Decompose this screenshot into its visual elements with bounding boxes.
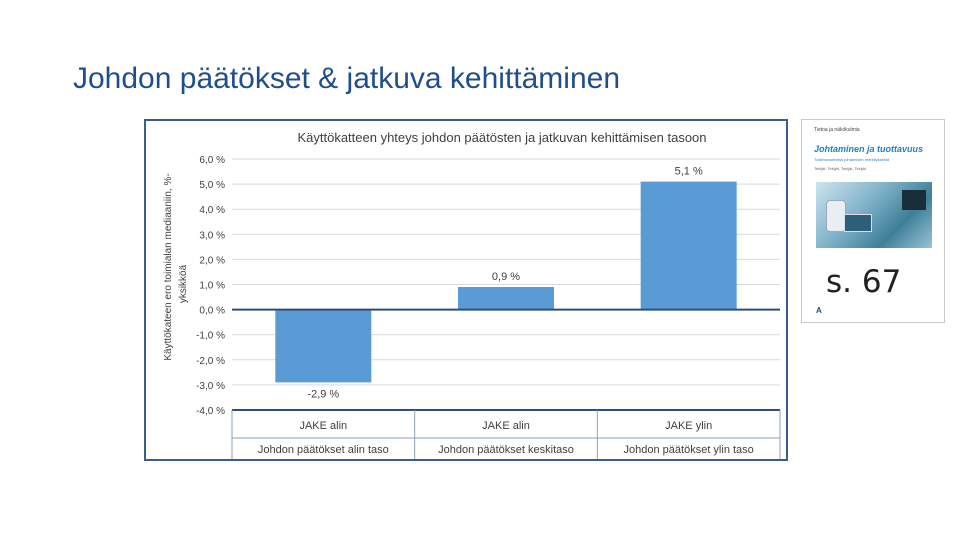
book-subtitle: Tutkimusselvitys johtamisen merkityksestä <box>814 157 890 162</box>
bar <box>641 182 737 310</box>
data-label: 0,9 % <box>491 271 521 284</box>
data-label: 5,1 % <box>674 165 703 178</box>
y-tick-label: 0,0 % <box>199 305 225 317</box>
y-axis-label: Käyttökateen ero toimialan mediaaniin, %- <box>163 173 174 361</box>
y-tick-label: 1,0 % <box>199 280 225 292</box>
y-tick-label: 6,0 % <box>199 155 225 166</box>
chart-panel <box>144 119 788 461</box>
category-label-2: Johdon päätökset alin taso <box>257 444 389 456</box>
y-tick-label: -3,0 % <box>196 380 225 392</box>
category-label: JAKE alin <box>482 420 530 432</box>
category-label: JAKE ylin <box>665 420 713 432</box>
y-tick-label: -2,0 % <box>196 355 225 367</box>
y-tick-label: 2,0 % <box>199 255 225 267</box>
data-label: -2,9 % <box>307 388 340 401</box>
category-label-2: Johdon päätökset keskitaso <box>438 444 574 456</box>
tablet-icon <box>844 214 872 232</box>
y-tick-label: -4,0 % <box>196 406 225 417</box>
slide-title: Johdon päätökset & jatkuva kehittäminen <box>73 62 621 95</box>
y-tick-label: 4,0 % <box>199 205 225 217</box>
y-tick-label: 3,0 % <box>199 230 225 242</box>
bar <box>275 310 371 383</box>
chart-title: Käyttökatteen yhteys johdon päätösten ja jatkuvan kehittämisen tasoon <box>297 130 707 145</box>
robot-arm-icon <box>826 200 846 232</box>
bar <box>458 287 554 310</box>
y-axis-label-2: yksikköä <box>178 264 189 304</box>
book-series: Tietoa ja näkökulmia <box>814 127 860 133</box>
bar-chart <box>146 121 790 463</box>
screen-icon <box>902 190 926 210</box>
page-reference: s. 67 <box>826 264 902 300</box>
y-tick-label: -1,0 % <box>196 330 225 342</box>
publisher-logo: A <box>816 306 822 315</box>
book-title: Johtaminen ja tuottavuus <box>814 144 924 154</box>
y-tick-label: 5,0 % <box>199 180 225 192</box>
book-authors: Tekijät, Tekijät, Tekijät, Tekijät <box>814 166 866 171</box>
category-label: JAKE alin <box>299 420 348 432</box>
category-label-2: Johdon päätökset ylin taso <box>623 444 754 456</box>
book-cover-image <box>816 182 932 248</box>
